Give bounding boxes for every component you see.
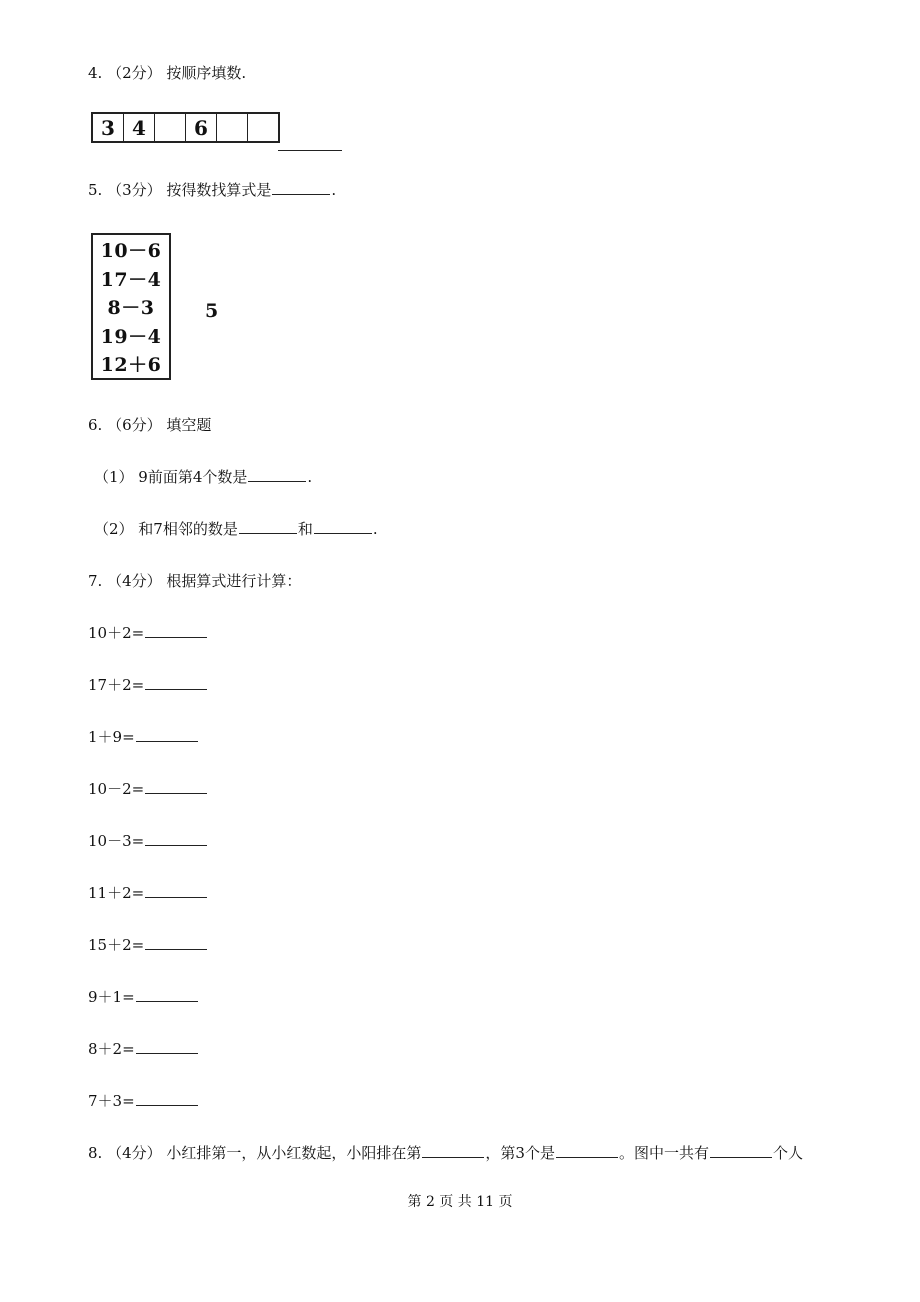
answer-blank[interactable] [145,883,207,898]
sequence-cell[interactable] [155,114,186,141]
equation-row [88,779,208,799]
answer-blank[interactable] [136,1091,198,1106]
answer-blank[interactable] [710,1143,772,1158]
question-4-label: 4. （2分） 按顺序填数. [88,64,247,82]
answer-blank[interactable] [136,727,198,742]
equation-text: 10＋2= [88,624,145,642]
question-8-text: 。图中一共有 [618,1144,709,1162]
question-6-label: 6. （6分） 填空题 [88,416,212,434]
equation-row [88,623,208,643]
answer-blank[interactable] [145,623,207,638]
equation-row [88,675,208,695]
sequence-cell: 4 [124,114,155,141]
expression-item: 8－3 [107,297,155,319]
answer-blank[interactable] [145,935,207,950]
question-8-label [88,1143,803,1163]
answer-blank[interactable] [239,519,297,534]
equation-row [88,831,208,851]
equation-text: 10－2= [88,780,145,798]
answer-blank[interactable] [556,1143,618,1158]
equation-text: 1＋9= [88,728,135,746]
equation-row [88,987,199,1007]
sequence-cell: 6 [186,114,217,141]
part-2-text: （2） 和7相邻的数是 [94,520,238,538]
equation-text: 7＋3= [88,1092,135,1110]
question-8-text: 8. （4分） 小红排第一，从小红数起，小阳排在第 [88,1144,422,1162]
equation-row [88,1091,199,1111]
expression-box [91,233,171,380]
number-sequence-boxes [91,112,280,143]
answer-blank[interactable] [278,138,342,151]
question-7-label: 7. （4分） 根据算式进行计算： [88,572,302,590]
expression-item: 17－4 [100,268,162,291]
target-number: 5 [205,300,219,322]
sequence-cell[interactable] [248,114,278,141]
equation-row [88,935,208,955]
answer-blank[interactable] [145,831,207,846]
equation-row [88,727,199,747]
equation-text: 11＋2= [88,884,145,902]
sequence-cell[interactable] [217,114,248,141]
answer-blank[interactable] [272,180,330,195]
punctuation: . [307,468,313,486]
question-6-part-2 [94,519,378,539]
equation-text: 17＋2= [88,676,145,694]
question-6-part-1 [94,467,312,487]
punctuation: . [331,181,337,199]
answer-blank[interactable] [136,1039,198,1054]
answer-blank[interactable] [422,1143,484,1158]
answer-blank[interactable] [145,779,207,794]
answer-blank[interactable] [248,467,306,482]
question-8-text: ，第3个是 [485,1144,555,1162]
part-2-connector: 和 [297,520,313,538]
answer-blank[interactable] [314,519,372,534]
question-8-text: 个人 [772,1144,803,1162]
equation-row [88,883,208,903]
expression-item: 10－6 [100,240,162,262]
expression-item: 12＋6 [100,354,162,376]
equation-text: 9＋1= [88,988,135,1006]
question-5-text: 5. （3分） 按得数找算式是 [88,181,272,199]
part-1-text: （1） 9前面第4个数是 [94,468,248,486]
expression-item: 19－4 [100,325,162,348]
answer-blank[interactable] [145,675,207,690]
equation-row [88,1039,199,1059]
equation-text: 8＋2= [88,1040,135,1058]
punctuation: . [372,520,378,538]
answer-blank[interactable] [136,987,198,1002]
equation-text: 10－3= [88,832,145,850]
sequence-cell: 3 [93,114,124,141]
equation-text: 15＋2= [88,936,145,954]
question-5-label [88,180,336,200]
page-footer: 第 2 页 共 11 页 [407,1194,513,1210]
